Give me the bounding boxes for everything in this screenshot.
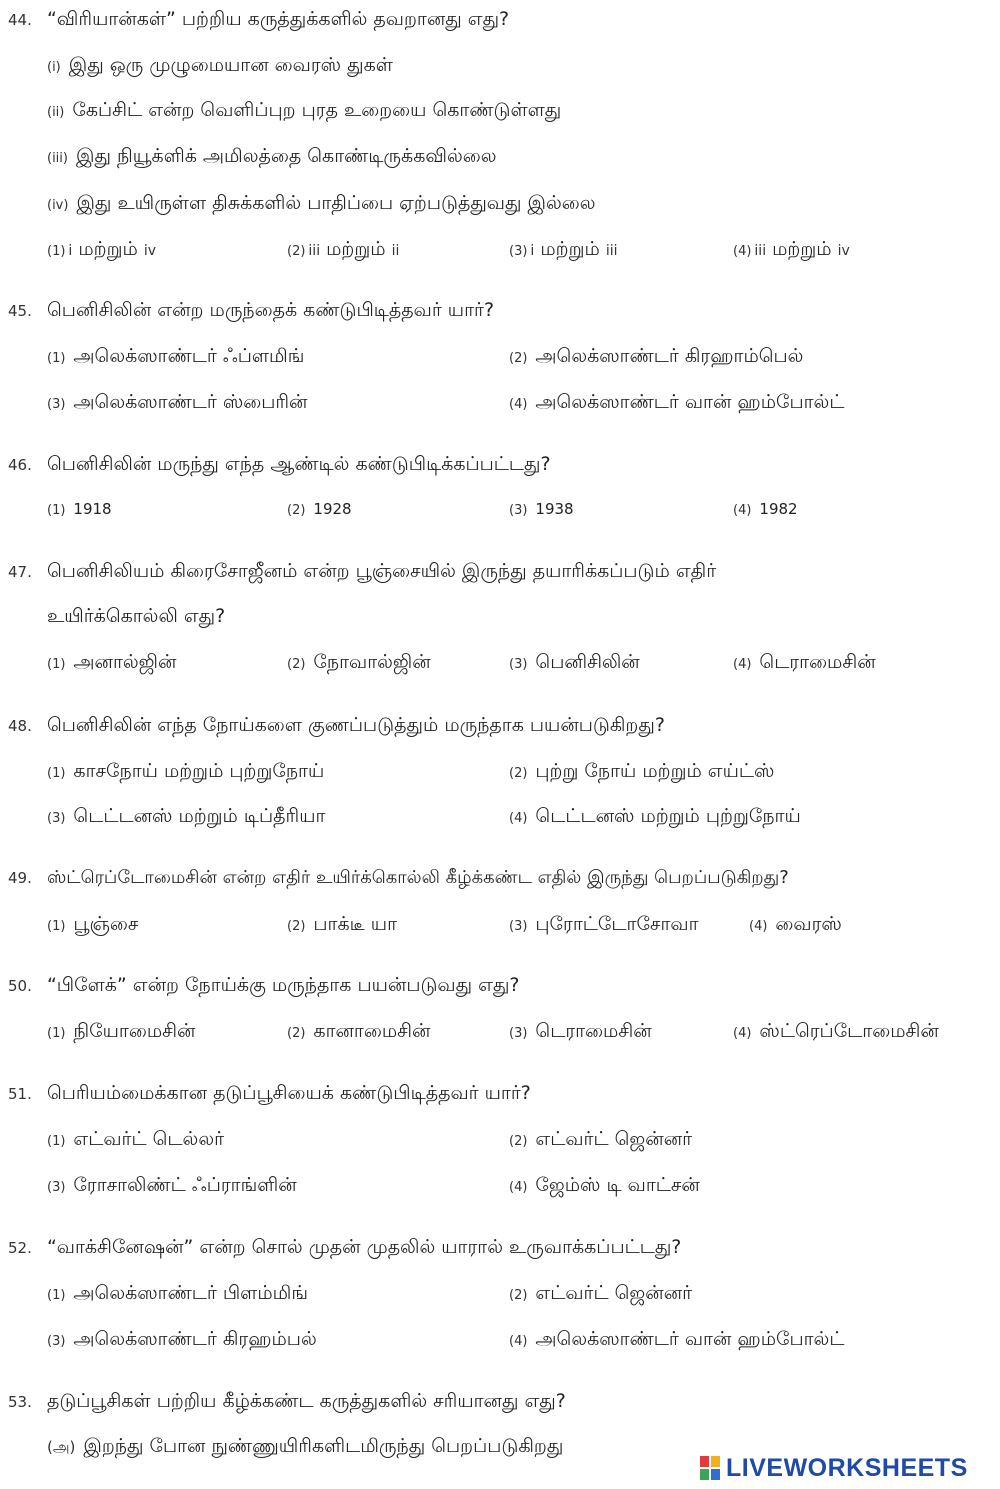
question-number: 52. — [8, 1239, 32, 1257]
statement-number: (iv) — [47, 198, 69, 213]
option-1[interactable]: (1) அலெக்ஸாண்டர் ஃப்ளமிங் — [47, 345, 305, 367]
option-4[interactable]: (4) வைரஸ் — [749, 913, 842, 935]
liveworksheets-logo-text: LIVEWORKSHEETS — [726, 1453, 968, 1482]
option-4[interactable]: (4) ஜேம்ஸ் டி வாட்சன் — [509, 1174, 700, 1196]
option-4[interactable]: (4) 1982 — [733, 500, 798, 518]
question-45 — [8, 299, 494, 324]
option-2[interactable]: (2) எட்வர்ட் ஜென்னர் — [509, 1128, 693, 1150]
statement — [47, 54, 393, 79]
option-3[interactable]: (3) 1938 — [509, 500, 574, 518]
option-2[interactable]: (2) iii மற்றும் ii — [287, 238, 400, 260]
question-text: பெனிசிலின் என்ற மருந்தைக் கண்டுபிடித்தவர் யார்? — [46, 299, 495, 321]
option-2[interactable]: (2) 1928 — [287, 500, 352, 518]
question-text: பெனிசிலின் எந்த நோய்களை குணப்படுத்தும் மருந்தாக பயன்படுகிறது? — [46, 714, 665, 736]
option-1[interactable]: (1) i மற்றும் iv — [47, 238, 156, 260]
question-number: 44. — [8, 11, 32, 29]
question-number: 51. — [8, 1085, 32, 1103]
question-text: தடுப்பூசிகள் பற்றிய கீழ்க்கண்ட கருத்துகளில் சரியானது எது? — [46, 1390, 566, 1412]
question-51 — [8, 1082, 531, 1107]
option-2[interactable]: (2) நோவால்ஜின் — [287, 651, 431, 673]
option-4[interactable]: (4) டெராமைசின் — [733, 651, 876, 673]
question-47 — [8, 560, 716, 585]
question-number: 46. — [8, 456, 32, 474]
question-46 — [8, 453, 551, 478]
option-1[interactable]: (1) 1918 — [47, 500, 112, 518]
question-number: 53. — [8, 1393, 32, 1411]
statement-text: கேப்சிட் என்ற வெளிப்புற புரத உறையை கொண்டுள்ளது — [72, 99, 562, 121]
option-1[interactable]: (1) எட்வர்ட் டெல்லர் — [47, 1128, 225, 1150]
question-48 — [8, 714, 665, 739]
question-47-continued — [47, 605, 225, 630]
option-1[interactable]: (1) அலெக்ஸாண்டர் பிளம்மிங் — [47, 1282, 308, 1304]
option-3[interactable]: (3) அலெக்ஸாண்டர் ஸ்பைரின் — [47, 391, 308, 413]
option-2[interactable]: (2) எட்வர்ட் ஜென்னர் — [509, 1282, 693, 1304]
option-4[interactable]: (4) ஸ்ட்ரெப்டோமைசின் — [733, 1020, 939, 1042]
question-text: “வாக்சினேஷன்” என்ற சொல் முதன் முதலில் யாரால் உருவாக்கப்பட்டது? — [46, 1236, 682, 1258]
question-text: உயிர்க்கொல்லி எது? — [47, 605, 226, 627]
option-1[interactable]: (1) நியோமைசின் — [47, 1020, 196, 1042]
question-number: 48. — [8, 717, 32, 735]
question-text: பெனிசிலியம் கிரைசோஜீனம் என்ற பூஞ்சையில் இருந்து தயாரிக்கப்படும் எதிர் — [46, 560, 717, 582]
option-3[interactable]: (3) அலெக்ஸாண்டர் கிரஹம்பல் — [47, 1328, 317, 1350]
statement-number: (i) — [47, 60, 61, 75]
option-3[interactable]: (3) ரோசாலிண்ட் ஃப்ராங்ளின் — [47, 1174, 297, 1196]
option-3[interactable]: (3) டெட்டனஸ் மற்றும் டிப்தீரியா — [47, 805, 326, 827]
statement — [47, 99, 561, 124]
option-4[interactable]: (4) டெட்டனஸ் மற்றும் புற்றுநோய் — [509, 805, 801, 827]
question-number: 50. — [8, 977, 32, 995]
option-1[interactable]: (1) அனால்ஜின் — [47, 651, 177, 673]
option-2[interactable]: (2) அலெக்ஸாண்டர் கிரஹாம்பெல் — [509, 345, 804, 367]
option-4[interactable]: (4) அலெக்ஸாண்டர் வான் ஹம்போல்ட் — [509, 1328, 845, 1350]
statement — [47, 1435, 563, 1460]
option-4[interactable]: (4) iii மற்றும் iv — [733, 238, 850, 260]
question-50 — [8, 974, 520, 999]
question-52 — [8, 1236, 681, 1261]
question-number: 45. — [8, 302, 32, 320]
question-53 — [8, 1390, 566, 1415]
option-1[interactable]: (1) பூஞ்சை — [47, 913, 139, 935]
question-number: 47. — [8, 563, 32, 581]
statement-text: இது ஒரு முழுமையான வைரஸ் துகள் — [68, 54, 393, 76]
statement-text: இறந்து போன நுண்ணுயிரிகளிடமிருந்து பெறப்படுகிறது — [83, 1435, 564, 1457]
option-3[interactable]: (3) புரோட்டோசோவா — [509, 913, 699, 935]
statement — [47, 145, 496, 170]
question-text: “விரியான்கள்” பற்றிய கருத்துக்களில் தவறானது எது? — [46, 8, 510, 30]
option-1[interactable]: (1) காசநோய் மற்றும் புற்றுநோய் — [47, 760, 325, 782]
statement-number: (அ) — [47, 1438, 76, 1456]
statement-number: (ii) — [47, 105, 65, 120]
question-44 — [8, 8, 509, 33]
statement-number: (iii) — [47, 151, 68, 166]
option-3[interactable]: (3) i மற்றும் iii — [509, 238, 618, 260]
liveworksheets-logo — [700, 1452, 968, 1484]
question-49 — [8, 867, 789, 890]
option-3[interactable]: (3) டெராமைசின் — [509, 1020, 652, 1042]
option-2[interactable]: (2) புற்று நோய் மற்றும் எய்ட்ஸ் — [509, 760, 775, 782]
liveworksheets-logo-icon — [700, 1456, 722, 1480]
option-3[interactable]: (3) பெனிசிலின் — [509, 651, 640, 673]
statement-text: இது நியூக்ளிக் அமிலத்தை கொண்டிருக்கவில்லை — [75, 145, 497, 167]
question-number: 49. — [8, 869, 32, 887]
statement — [47, 192, 596, 217]
option-2[interactable]: (2) கானாமைசின் — [287, 1020, 431, 1042]
question-text: பெனிசிலின் மருந்து எந்த ஆண்டில் கண்டுபிடிக்கப்பட்டது? — [46, 453, 551, 475]
question-text: ஸ்ட்ரெப்டோமைசின் என்ற எதிர் உயிர்க்கொல்லி கீழ்க்கண்ட எதில் இருந்து பெறப்படுகிறது? — [46, 867, 789, 888]
question-text: பெரியம்மைக்கான தடுப்பூசியைக் கண்டுபிடித்தவர் யார்? — [46, 1082, 531, 1104]
option-4[interactable]: (4) அலெக்ஸாண்டர் வான் ஹம்போல்ட் — [509, 391, 845, 413]
option-2[interactable]: (2) பாக்டீ யா — [287, 913, 398, 935]
question-text: “பிளேக்” என்ற நோய்க்கு மருந்தாக பயன்படுவது எது? — [46, 974, 520, 996]
statement-text: இது உயிருள்ள திசுக்களில் பாதிப்பை ஏற்படுத்துவது இல்லை — [76, 192, 596, 214]
